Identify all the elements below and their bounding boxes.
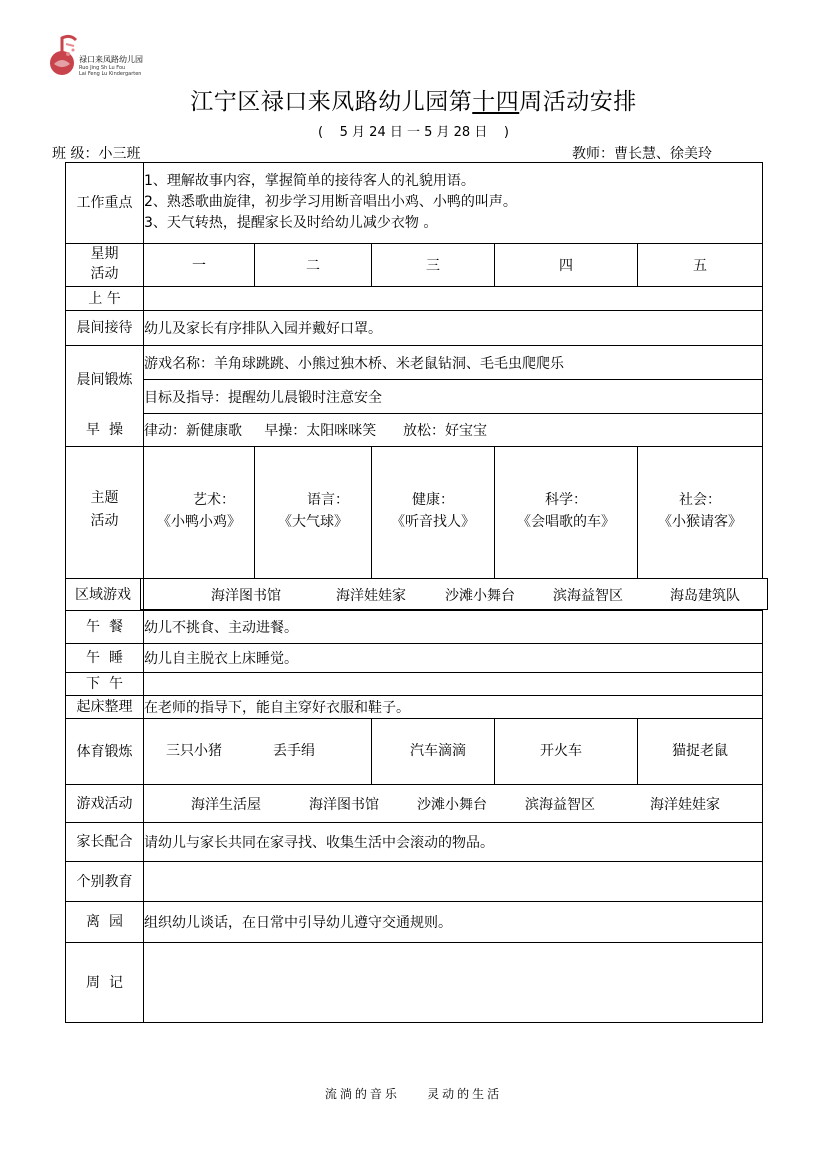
theme-fri: 社会： 《小猴请客》 bbox=[658, 492, 742, 530]
games-item: 海洋图书馆 bbox=[309, 796, 379, 813]
theme-label: 主题 活动 bbox=[90, 490, 119, 529]
pe-tue: 丢手绢 bbox=[273, 743, 315, 759]
theme-thu: 科学： 《会唱歌的车》 bbox=[517, 492, 615, 530]
drill-label: 早 操 bbox=[86, 422, 123, 438]
games-item: 沙滩小舞台 bbox=[417, 796, 487, 813]
reception-label: 晨间接待 bbox=[76, 320, 133, 336]
individual-label: 个别教育 bbox=[76, 873, 133, 890]
exercise-label: 晨间锻炼 bbox=[76, 371, 133, 388]
drill-text: 律动：新健康歌 早操：太阳咪咪笑 放松：好宝宝 bbox=[144, 423, 487, 439]
pe-mon: 三只小猪 bbox=[166, 743, 222, 759]
exercise-games: 游戏名称：羊角球跳跳、小熊过独木桥、米老鼠钻洞、毛毛虫爬爬乐 bbox=[144, 355, 564, 372]
individual-text bbox=[141, 862, 762, 901]
nap-label: 午 睡 bbox=[86, 650, 123, 666]
area-item: 滨海益智区 bbox=[553, 587, 623, 604]
day-tue: 二 bbox=[306, 258, 320, 274]
footer-slogan: 流淌的音乐 灵动的生活 bbox=[324, 1087, 503, 1101]
focus-label: 工作重点 bbox=[76, 195, 133, 211]
week-number: 十四 bbox=[472, 89, 520, 115]
focus-item: 2、熟悉歌曲旋律，初步学习用断音唱出小鸡、小鸭的叫声。 bbox=[144, 194, 517, 210]
weekly-text bbox=[141, 943, 762, 1022]
exercise-goal: 目标及指导：提醒幼儿晨锻时注意安全 bbox=[144, 389, 382, 406]
getup-label: 起床整理 bbox=[76, 699, 133, 715]
area-item: 海岛建筑队 bbox=[670, 587, 740, 604]
pe-wed: 汽车滴滴 bbox=[410, 743, 466, 759]
week-activity-label: 星期 活动 bbox=[90, 246, 119, 282]
lunch-label: 午 餐 bbox=[86, 619, 123, 635]
nap-text: 幼儿自主脱衣上床睡觉。 bbox=[144, 651, 298, 667]
theme-wed: 健康： 《听音找人》 bbox=[391, 492, 475, 530]
theme-mon: 艺术： 《小鸭小鸡》 bbox=[157, 492, 241, 530]
class-label: 班 级：小三班 bbox=[52, 146, 141, 162]
page-title: 江宁区禄口来凤路幼儿园第十四周活动安排 bbox=[190, 89, 637, 115]
teacher-label: 教师：曹长慧、徐美玲 bbox=[572, 146, 712, 162]
pe-fri: 猫捉老鼠 bbox=[672, 743, 728, 759]
day-mon: 一 bbox=[192, 258, 206, 274]
games-item: 滨海益智区 bbox=[525, 796, 595, 813]
leave-text: 组织幼儿谈话，在日常中引导幼儿遵守交通规则。 bbox=[144, 915, 452, 931]
pe-thu: 开火车 bbox=[540, 743, 582, 759]
afternoon-label: 下 午 bbox=[86, 676, 123, 692]
parents-text: 请幼儿与家长共同在家寻找、收集生活中会滚动的物品。 bbox=[144, 835, 494, 851]
reception-text: 幼儿及家长有序排队入园并戴好口罩。 bbox=[144, 321, 382, 337]
morning-label: 上 午 bbox=[88, 290, 121, 307]
focus-item: 1、理解故事内容，掌握简单的接待客人的礼貌用语。 bbox=[144, 173, 475, 189]
parents-label: 家长配合 bbox=[76, 834, 133, 850]
lunch-text: 幼儿不挑食、主动进餐。 bbox=[144, 620, 298, 636]
getup-text: 在老师的指导下，能自主穿好衣服和鞋子。 bbox=[144, 700, 410, 716]
pe-label: 体育锻炼 bbox=[76, 743, 133, 760]
logo-name: 禄口来凤路幼儿园 bbox=[79, 55, 143, 64]
area-item: 海洋娃娃家 bbox=[336, 587, 406, 604]
games-item: 海洋娃娃家 bbox=[650, 796, 720, 813]
date-range: ( 5 月 24 日 一 5 月 28 日 ) bbox=[318, 125, 509, 140]
day-wed: 三 bbox=[426, 258, 440, 274]
games-item: 海洋生活屋 bbox=[191, 796, 261, 813]
area-label: 区域游戏 bbox=[75, 586, 131, 603]
day-thu: 四 bbox=[559, 258, 573, 274]
focus-list bbox=[144, 171, 760, 234]
logo-pinyin: Ruo Jing Sh Lu Fou Lai Feng Lu Kindergarten bbox=[79, 65, 142, 77]
games-label: 游戏活动 bbox=[76, 795, 133, 812]
weekly-label: 周 记 bbox=[86, 974, 123, 991]
area-item: 沙滩小舞台 bbox=[445, 587, 515, 604]
area-item: 海洋图书馆 bbox=[211, 587, 281, 604]
day-fri: 五 bbox=[693, 258, 707, 274]
leave-label: 离 园 bbox=[86, 914, 123, 930]
theme-tue: 语言： 《大气球》 bbox=[278, 492, 349, 530]
focus-item: 3、天气转热，提醒家长及时给幼儿减少衣物 。 bbox=[144, 215, 438, 231]
